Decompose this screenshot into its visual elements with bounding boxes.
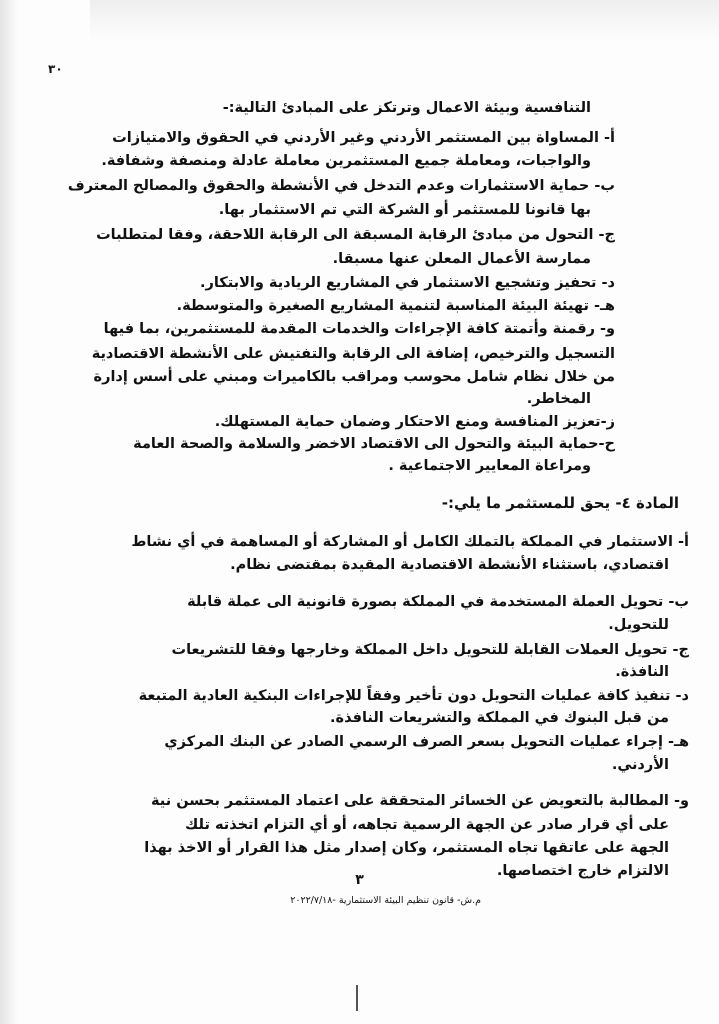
right-d-line-1: د- تنفيذ كافة عمليات التحويل دون تأخير وفقاً للإجراءات البنكية العادية المتبعة	[138, 688, 689, 704]
clause-d-line: د- تحفيز وتشجيع الاستثمار في المشاريع الريادية والابتكار.	[199, 275, 615, 291]
right-f-line-1: و- المطالبة بالتعويض عن الخسائر المتحققة على اعتماد المستثمر بحسن نية	[150, 793, 689, 809]
right-b-line-1: ب- تحويل العملة المستخدمة في المملكة بصورة قانونية الى عملة قابلة	[187, 594, 689, 610]
scan-edge-shadow	[0, 0, 18, 1024]
right-d-line-2: من قبل البنوك في المملكة والتشريعات النافذة.	[330, 710, 669, 726]
clause-a-line-2: والواجبات، ومعاملة جميع المستثمرين معاملة عادلة ومنصفة وشفافة.	[101, 153, 591, 169]
right-a-line-1: أ- الاستثمار في المملكة بالتملك الكامل أو المشاركة أو المساهمة في أي نشاط	[131, 534, 689, 550]
right-f-line-4: الالتزام خارج اختصاصها.	[496, 863, 669, 879]
right-f-line-2: على أي قرار صادر عن الجهة الرسمية تجاهه، أو أي التزام اتخذته تلك	[185, 817, 669, 833]
clause-c-line-2: ممارسة الأعمال المعلن عنها مسبقا.	[332, 251, 591, 267]
clause-g-line: ز-تعزيز المنافسة ومنع الاحتكار وضمان حماية المستهلك.	[214, 414, 615, 430]
right-b-line-2: للتحويل.	[608, 617, 669, 633]
right-a-line-2: اقتصادي، باستثناء الأنشطة الاقتصادية المقيدة بمقتضى نظام.	[230, 557, 669, 573]
clause-a-line-1: أ- المساواة بين المستثمر الأردني وغير الأردني في الحقوق والامتيازات	[112, 130, 615, 146]
clause-h-line-1: ح-حماية البيئة والتحول الى الاقتصاد الاخضر والسلامة والصحة العامة	[133, 436, 615, 452]
article-4-heading: المادة ٤- يحق للمستثمر ما يلي:-	[441, 494, 679, 512]
page-number: ٣	[355, 872, 364, 888]
clause-b-line-1: ب- حماية الاستثمارات وعدم التدخل في الأنشطة والحقوق والمصالح المعترف	[67, 178, 615, 194]
clause-h-line-2: ومراعاة المعايير الاجتماعية .	[388, 458, 591, 474]
clause-e-line: هـ- تهيئة البيئة المناسبة لتنمية المشاريع الصغيرة والمتوسطة.	[176, 298, 615, 314]
clause-b-line-2: بها قانونا للمستثمر أو الشركة التي تم الاستثمار بها.	[218, 202, 591, 218]
right-e-line-1: هـ- إجراء عمليات التحويل بسعر الصرف الرسمي الصادر عن البنك المركزي	[164, 734, 689, 750]
footer-note: م.ش- قانون تنظيم البيئة الاستثمارية -٢٠٢٢/٧/١٨	[290, 895, 481, 906]
right-c-line-2: النافذة.	[615, 664, 669, 680]
right-f-line-3: الجهة على عاتقها تجاه المستثمر، وكان إصدار مثل هذا القرار أو الاخذ بهذا	[144, 840, 669, 856]
clause-f-line-4: المخاطر.	[526, 391, 591, 407]
clause-f-line-1: و- رقمنة وأتمتة كافة الإجراءات والخدمات المقدمة للمستثمرين، بما فيها	[103, 321, 615, 337]
scan-mark	[356, 985, 358, 1011]
clause-f-line-3: من خلال نظام شامل محوسب ومراقب بالكاميرات ومبني على أسس إدارة	[93, 369, 615, 385]
right-c-line-1: ج- تحويل العملات القابلة للتحويل داخل المملكة وخارجها وفقا للتشريعات	[171, 642, 689, 658]
page-mark: ٣٠	[48, 62, 63, 76]
intro-line: التنافسية وبيئة الاعمال وترتكز على المبادئ التالية:-	[222, 100, 591, 116]
clause-f-line-2: التسجيل والترخيص، إضافة الى الرقابة والتفتيش على الأنشطة الاقتصادية	[91, 346, 615, 362]
clause-c-line-1: ج- التحول من مبادئ الرقابة المسبقة الى الرقابة اللاحقة، وفقا لمتطلبات	[96, 227, 615, 243]
scan-top-smudge	[90, 0, 719, 40]
right-e-line-2: الأردني.	[611, 757, 669, 773]
